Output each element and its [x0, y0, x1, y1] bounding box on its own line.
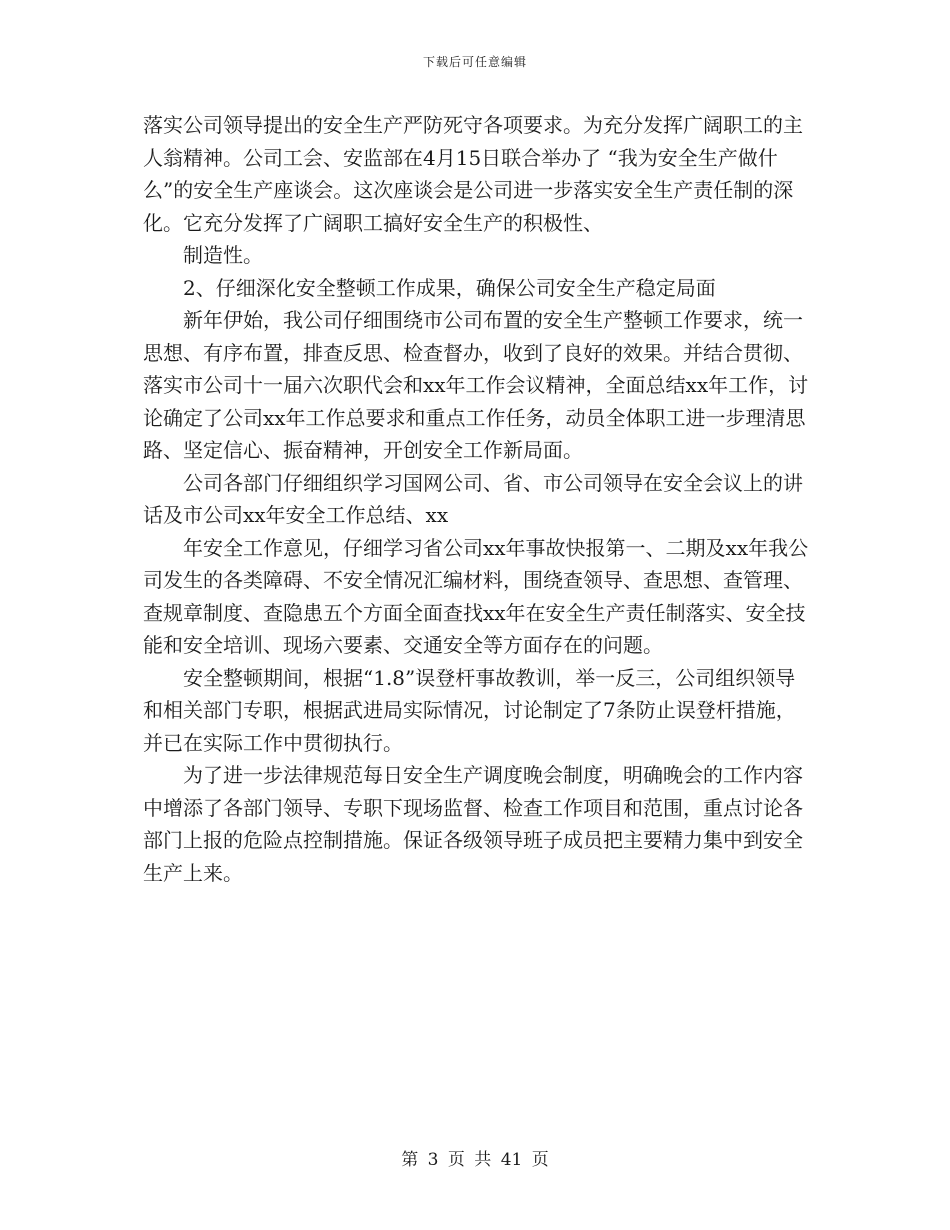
paragraph-2: 制造性。 [183, 243, 263, 267]
paragraph-4: 公司各部门仔细组织学习国网公司、省、市公司领导在安全会议上的讲话及市公司xx年安全工作总结、xx [143, 470, 803, 527]
section-heading: 2、仔细深化安全整顿工作成果，确保公司安全生产稳定局面 [183, 275, 716, 300]
paragraph-6: 安全整顿期间，根据“1.8”误登杆事故教训，举一反三，公司组织领导和相关部门专职，根据武进局实际情况，讨论制定了7条防止误登杆措施，并已在实际工作中贯彻执行。 [143, 665, 796, 755]
document-body [143, 109, 811, 889]
page-header: 下载后可任意编辑 [422, 55, 527, 69]
paragraph-7: 为了进一步法律规范每日安全生产调度晚会制度，明确晚会的工作内容中增添了各部门领导、专职下现场监督、检查工作项目和范围，重点讨论各部门上报的危险点控制措施。保证各级领导班子成员把主要精力集中到安全生产上来。 [143, 763, 803, 885]
paragraph-3: 新年伊始，我公司仔细围绕市公司布置的安全生产整顿工作要求，统一思想、有序布置，排查反思、检查督办，收到了良好的效果。并结合贯彻、落实市公司十一届六次职代会和xx年工作会议精神，全面总结xx年工作，讨论确定了公司xx年工作总要求和重点工作任务，动员全体职工进一步理清思路、坚定信心、振奋精神，开创安全工作新局面。 [143, 308, 809, 462]
paragraph-5: 年安全工作意见，仔细学习省公司xx年事故快报第一、二期及xx年我公司发生的各类障碍、不安全情况汇编材料，围绕查领导、查思想、查管理、查规章制度、查隐患五个方面全面查找xx年在安全生产责任制落实、安全技能和安全培训、现场六要素、交通安全等方面存在的问题。 [143, 535, 809, 657]
page-number: 第 3 页 共 41 页 [401, 1150, 549, 1170]
paragraph-1: 落实公司领导提出的安全生产严防死守各项要求。为充分发挥广阔职工的主人翁精神。公司工会、安监部在4月15日联合举办了 “我为安全生产做什么”的安全生产座谈会。这次座谈会是公司进一步落实安全生产责任制的深化。它充分发挥了广阔职工搞好安全生产的积极性、 [143, 113, 803, 235]
